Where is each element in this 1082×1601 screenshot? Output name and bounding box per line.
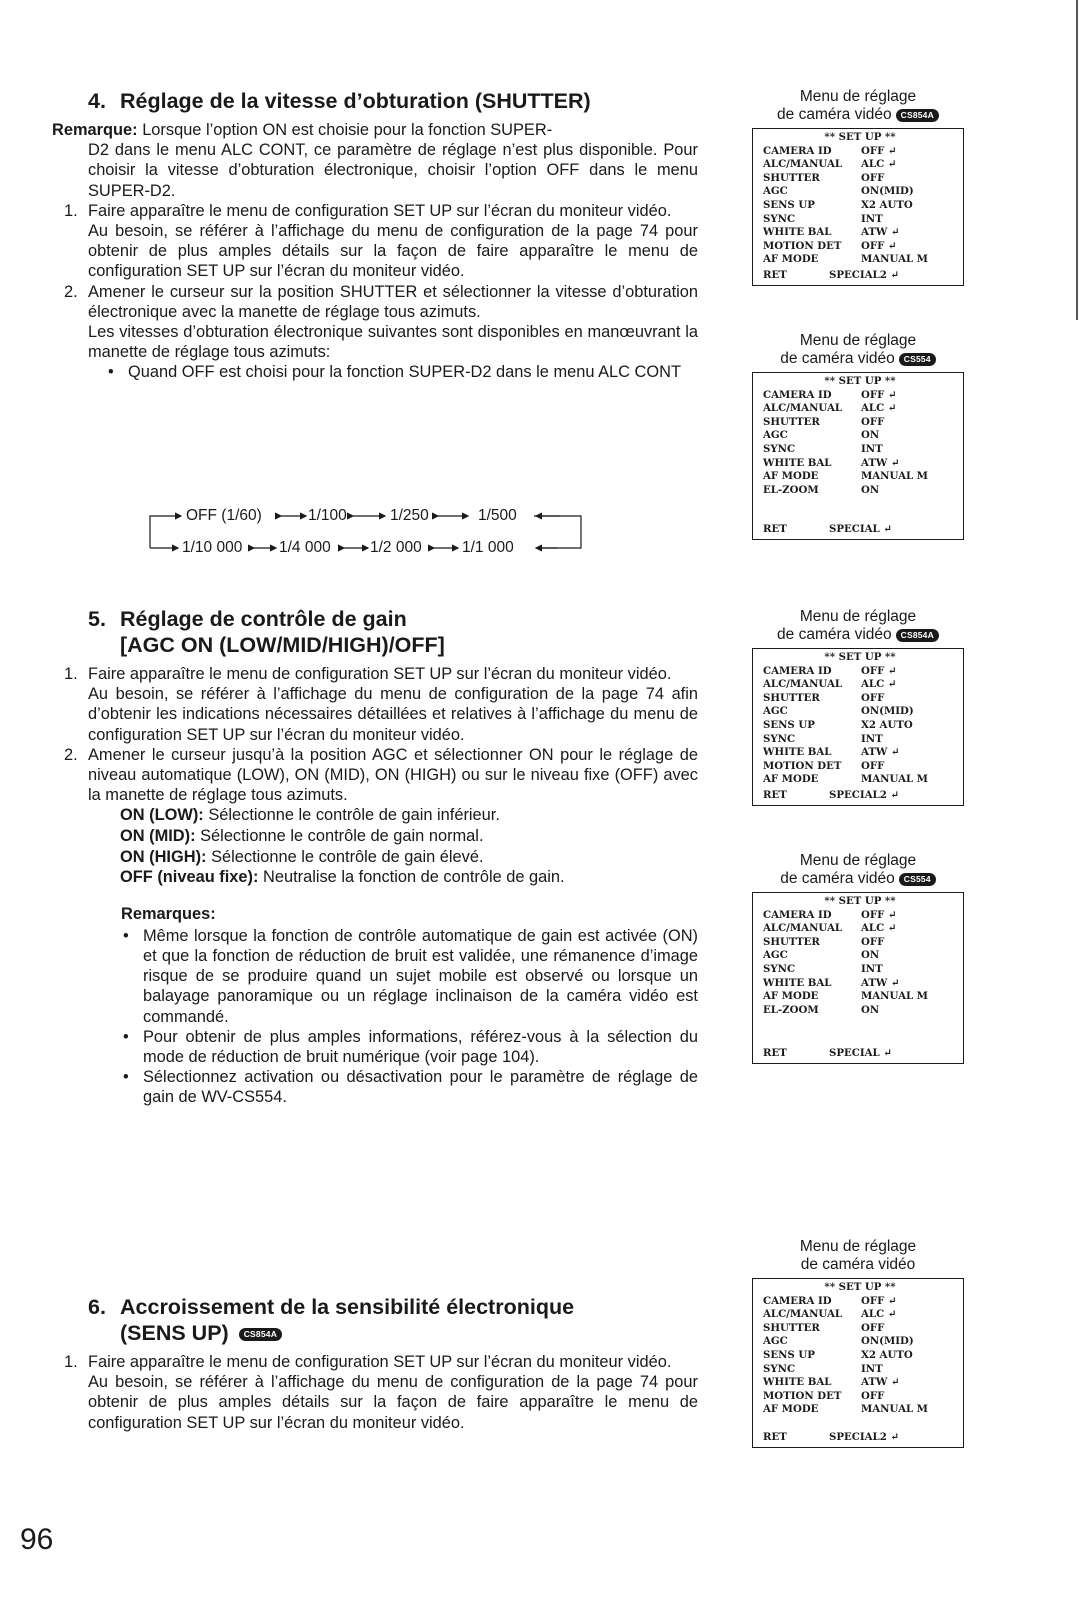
- gain-level-label: OFF (niveau fixe):: [120, 868, 259, 887]
- menu-value: OFF: [861, 759, 885, 772]
- menu-special: SPECIAL ↵: [829, 523, 892, 536]
- menu-value: ATW ↵: [861, 746, 900, 759]
- section-shutter: [52, 88, 698, 383]
- camera-menu-block: [752, 332, 964, 540]
- remarks-title: Remarques:: [121, 904, 216, 923]
- step-number: 2.: [64, 745, 78, 764]
- menu-item: AGC: [763, 1335, 788, 1348]
- menu-value: ON(MID): [861, 185, 914, 198]
- menu-value: X2 AUTO: [861, 198, 913, 211]
- menu-row: [763, 389, 957, 403]
- menu-item: AGC: [763, 705, 788, 718]
- camera-menu-block: [752, 88, 964, 286]
- menu-value: INT: [861, 442, 883, 455]
- menu-item: EL-ZOOM: [763, 1003, 819, 1016]
- bullet-text: Quand OFF est choisi pour la fonction SUPER-D2 dans le menu ALC CONT: [128, 363, 681, 382]
- menu-item: SHUTTER: [763, 691, 820, 704]
- menu-caption: de caméra vidéo: [800, 1256, 916, 1273]
- menu-item: ALC/MANUAL: [763, 922, 843, 935]
- menu-row: [763, 909, 957, 923]
- step-number: 1.: [64, 201, 78, 220]
- menu-item: SYNC: [763, 732, 796, 745]
- menu-caption: de caméra vidéo: [780, 350, 895, 367]
- menu-value: MANUAL M: [861, 253, 928, 266]
- menu-item: SHUTTER: [763, 415, 820, 428]
- gain-level-text: Sélectionne le contrôle de gain normal.: [200, 827, 484, 846]
- section-heading: [88, 88, 698, 114]
- remarks-list: [88, 926, 698, 1108]
- menu-value: INT: [861, 962, 883, 975]
- menu-value: MANUAL M: [861, 1403, 928, 1416]
- section-title: Réglage de contrôle de gain: [120, 607, 407, 631]
- menu-caption: de caméra vidéo: [780, 870, 895, 887]
- menu-row: [763, 416, 957, 430]
- menu-row: [763, 253, 957, 267]
- menu-title: ** SET UP **: [824, 1281, 896, 1293]
- menu-value: MANUAL M: [861, 470, 928, 483]
- menu-row: [763, 963, 957, 977]
- menu-value: X2 AUTO: [861, 718, 913, 731]
- menu-value: INT: [861, 1362, 883, 1375]
- remark-text-first: Lorsque l’option ON est choisie pour la fonction SUPER-: [142, 121, 553, 139]
- menu-item: AF MODE: [763, 253, 819, 266]
- menu-item: AF MODE: [763, 773, 819, 786]
- menu-caption: Menu de réglage: [799, 608, 917, 625]
- menu-value: ALC ↵: [861, 1308, 897, 1321]
- menu-row: [763, 1335, 957, 1349]
- setup-menu-screen: [752, 892, 964, 1064]
- menu-value: OFF ↵: [861, 144, 897, 157]
- section-title: [AGC ON (LOW/MID/HIGH)/OFF]: [120, 633, 445, 657]
- menu-value: OFF ↵: [861, 664, 897, 677]
- step-text: Amener le curseur sur la position SHUTTER et sélectionner la vitesse d’obturation électronique avec la manette de réglage tous azimuts.: [88, 282, 698, 321]
- menu-item: SYNC: [763, 442, 796, 455]
- bullet-item: [121, 1027, 698, 1067]
- menu-item: CAMERA ID: [763, 664, 832, 677]
- section-number: 6.: [88, 1295, 106, 1319]
- menu-row: [763, 990, 957, 1004]
- menu-item: SHUTTER: [763, 1321, 820, 1334]
- menu-value: OFF ↵: [861, 388, 897, 401]
- step-text: Au besoin, se référer à l’affichage du menu de configuration de la page 74 afin d’obtenir les indications nécessaires détaillées et relatives à l’affichage du menu de configuration SET UP sur l’écran du moniteur vidéo.: [88, 685, 698, 744]
- bullet-dot: •: [123, 1068, 129, 1087]
- menu-footer: [763, 269, 899, 283]
- menu-item: ALC/MANUAL: [763, 678, 843, 691]
- menu-footer: [763, 789, 899, 803]
- menu-value: MANUAL M: [861, 773, 928, 786]
- menu-item: WHITE BAL: [763, 976, 832, 989]
- menu-value: OFF: [861, 415, 885, 428]
- bullet-dot: •: [123, 926, 129, 945]
- shutter-speed-label: 1/2 000: [370, 539, 422, 556]
- menu-ret: RET: [763, 1431, 787, 1444]
- menu-item: WHITE BAL: [763, 1376, 832, 1389]
- menu-row: [763, 949, 957, 963]
- remark-label: Remarque:: [52, 121, 138, 139]
- camera-menu-block: [752, 1238, 964, 1448]
- menu-title: ** SET UP **: [824, 131, 896, 143]
- step-number: 1.: [64, 665, 78, 683]
- menu-item: SENS UP: [763, 1348, 815, 1361]
- step-number: 2.: [64, 282, 78, 301]
- menu-value: ON: [861, 1003, 880, 1016]
- shutter-speed-label: 1/1 000: [462, 539, 514, 556]
- menu-row: [763, 213, 957, 227]
- menu-value: ATW ↵: [861, 456, 900, 469]
- menu-row: [763, 1363, 957, 1377]
- menu-item: SHUTTER: [763, 171, 820, 184]
- shutter-speed-label: 1/100: [308, 507, 347, 524]
- menu-row: [763, 705, 957, 719]
- menu-row: [763, 429, 957, 443]
- menu-value: ON: [861, 429, 880, 442]
- section-heading: [88, 606, 698, 658]
- menu-row: [763, 760, 957, 774]
- step-text: Amener le curseur jusqu’à la position AGC et sélectionner ON pour le réglage de niveau automatique (LOW), ON (MID), ON (HIGH) ou sur le niveau fixe (OFF) avec la manette de réglage tous azimuts.: [88, 745, 698, 805]
- bullet-item: [106, 362, 698, 382]
- menu-row: [763, 922, 957, 936]
- shutter-speed-label: OFF (1/60): [186, 507, 262, 524]
- setup-menu-screen: [752, 1278, 964, 1448]
- menu-value: OFF: [861, 171, 885, 184]
- gain-level: [87, 826, 698, 847]
- step-text: Faire apparaître le menu de configuration SET UP sur l’écran du moniteur vidéo.: [88, 665, 672, 683]
- menu-row: [763, 185, 957, 199]
- section-title: Réglage de la vitesse d’obturation (SHUTTER): [120, 89, 591, 113]
- shutter-speed-label: 1/500: [478, 507, 517, 524]
- menu-value: OFF: [861, 691, 885, 704]
- menu-caption: de caméra vidéo: [777, 106, 892, 123]
- menu-caption: de caméra vidéo: [777, 626, 892, 643]
- section-heading: [88, 1294, 698, 1346]
- step-text: Faire apparaître le menu de configuration SET UP sur l’écran du moniteur vidéo.: [88, 201, 672, 220]
- page-edge-line: [1076, 0, 1078, 320]
- section-gain-control: [64, 606, 698, 1108]
- menu-value: OFF ↵: [861, 908, 897, 921]
- menu-value: ATW ↵: [861, 226, 900, 239]
- gain-levels: [87, 805, 698, 887]
- menu-caption: Menu de réglage: [799, 1238, 917, 1255]
- menu-item: WHITE BAL: [763, 746, 832, 759]
- step-text: Faire apparaître le menu de configuration SET UP sur l’écran du moniteur vidéo.: [88, 1353, 672, 1371]
- menu-row: [763, 1403, 957, 1417]
- menu-item: AGC: [763, 949, 788, 962]
- bullet-text: Pour obtenir de plus amples informations, référez-vous à la sélection du mode de réduction de bruit numérique (voir page 104).: [143, 1027, 698, 1067]
- menu-row: [763, 936, 957, 950]
- menu-item: AF MODE: [763, 470, 819, 483]
- menu-item: MOTION DET: [763, 759, 842, 772]
- menu-row: [763, 443, 957, 457]
- menu-value: ALC ↵: [861, 922, 897, 935]
- menu-ret: RET: [763, 789, 787, 802]
- menu-title: ** SET UP **: [824, 651, 896, 663]
- gain-level-text: Sélectionne le contrôle de gain élevé.: [211, 847, 484, 866]
- menu-row: [763, 746, 957, 760]
- menu-item: MOTION DET: [763, 1389, 842, 1402]
- menu-item: ALC/MANUAL: [763, 402, 843, 415]
- menu-item: ALC/MANUAL: [763, 1308, 843, 1321]
- step: [64, 745, 698, 806]
- shutter-speed-label: 1/10 000: [182, 539, 243, 556]
- step-text: Au besoin, se référer à l’affichage du menu de configuration de la page 74 pour obtenir de plus amples détails sur la façon de faire apparaître le menu de configuration SET UP sur l’écran du moniteur vidéo.: [88, 1373, 698, 1432]
- menu-value: OFF: [861, 1321, 885, 1334]
- bullet-dot: •: [123, 1027, 129, 1046]
- remark: [52, 120, 698, 201]
- menu-item: CAMERA ID: [763, 388, 832, 401]
- menu-item: SENS UP: [763, 198, 815, 211]
- menu-item: ALC/MANUAL: [763, 158, 843, 171]
- menu-item: MOTION DET: [763, 239, 842, 252]
- menu-item: SHUTTER: [763, 935, 820, 948]
- page-number: 96: [20, 1523, 54, 1556]
- menu-row: [763, 484, 957, 498]
- menu-item: SYNC: [763, 962, 796, 975]
- menu-item: SYNC: [763, 212, 796, 225]
- menu-special: SPECIAL2 ↵: [829, 789, 899, 802]
- menu-item: CAMERA ID: [763, 1294, 832, 1307]
- section-title: Accroissement de la sensibilité électronique: [120, 1295, 575, 1319]
- menu-special: SPECIAL2 ↵: [829, 269, 899, 282]
- menu-row: [763, 719, 957, 733]
- menu-row: [763, 172, 957, 186]
- menu-row: [763, 145, 957, 159]
- menu-value: INT: [861, 212, 883, 225]
- menu-row: [763, 1295, 957, 1309]
- menu-item: CAMERA ID: [763, 908, 832, 921]
- remark-text: D2 dans le menu ALC CONT, ce paramètre de réglage n’est plus disponible. Pour choisir la vitesse d’obturation électronique, choisir l’option OFF dans le menu SUPER-D2.: [88, 141, 698, 200]
- gain-level: [87, 847, 698, 868]
- step: [64, 282, 698, 383]
- bullet-text: Même lorsque la fonction de contrôle automatique de gain est activée (ON) et que la fonction de réduction de bruit est validée, une rémanence d’image risque de se produire quand un sujet mobile est observé ou lorsque un balayage panoramique ou un réglage inclinaison de la caméra vidéo est commandé.: [143, 926, 698, 1026]
- menu-row: [763, 692, 957, 706]
- menu-row: [763, 1322, 957, 1336]
- menu-item: SENS UP: [763, 718, 815, 731]
- step: [64, 201, 698, 282]
- menu-row: [763, 240, 957, 254]
- gain-level-label: ON (MID):: [120, 827, 196, 846]
- camera-menu-block: [752, 852, 964, 1064]
- menu-special: SPECIAL ↵: [829, 1047, 892, 1060]
- menu-caption: Menu de réglage: [799, 88, 917, 105]
- menu-value: MANUAL M: [861, 990, 928, 1003]
- menu-value: ATW ↵: [861, 1376, 900, 1389]
- menu-value: ALC ↵: [861, 158, 897, 171]
- menu-value: ALC ↵: [861, 402, 897, 415]
- menu-row: [763, 977, 957, 991]
- model-badge: CS854A: [239, 1328, 282, 1341]
- menu-value: OFF ↵: [861, 239, 897, 252]
- step-number: 1.: [64, 1353, 78, 1371]
- section-sens-up: [64, 1294, 698, 1433]
- bullet-dot: •: [108, 363, 114, 382]
- menu-row: [763, 678, 957, 692]
- menu-value: ON(MID): [861, 1335, 914, 1348]
- menu-value: OFF ↵: [861, 1294, 897, 1307]
- section-number: 4.: [88, 89, 106, 113]
- menu-caption: Menu de réglage: [799, 852, 917, 869]
- menu-row: [763, 457, 957, 471]
- gain-level: [87, 867, 698, 888]
- menu-footer: [763, 1431, 899, 1445]
- shutter-speed-label: 1/4 000: [279, 539, 331, 556]
- menu-item: AF MODE: [763, 990, 819, 1003]
- setup-menu-screen: [752, 648, 964, 806]
- menu-item: AGC: [763, 429, 788, 442]
- model-badge: CS554: [899, 873, 936, 886]
- menu-row: [763, 158, 957, 172]
- menu-value: ON: [861, 949, 880, 962]
- model-badge: CS554: [899, 353, 936, 366]
- shutter-speed-label: 1/250: [390, 507, 429, 524]
- menu-item: AGC: [763, 185, 788, 198]
- menu-row: [763, 199, 957, 213]
- section-title: (SENS UP): [120, 1321, 229, 1345]
- menu-row: [763, 402, 957, 416]
- menu-item: WHITE BAL: [763, 456, 832, 469]
- step: [64, 1352, 698, 1433]
- menu-row: [763, 665, 957, 679]
- gain-level: [87, 805, 698, 826]
- menu-footer: [763, 523, 892, 537]
- menu-item: AF MODE: [763, 1403, 819, 1416]
- menu-item: CAMERA ID: [763, 144, 832, 157]
- shutter-speed-cycle-diagram: [148, 504, 588, 564]
- bullet-item: [121, 1067, 698, 1107]
- menu-row: [763, 470, 957, 484]
- gain-level-text: Neutralise la fonction de contrôle de gain.: [263, 868, 565, 887]
- menu-row: [763, 1390, 957, 1404]
- menu-value: ON(MID): [861, 705, 914, 718]
- menu-ret: RET: [763, 269, 787, 282]
- menu-value: INT: [861, 732, 883, 745]
- menu-caption: Menu de réglage: [799, 332, 917, 349]
- model-badge: CS854A: [896, 629, 939, 642]
- menu-item: EL-ZOOM: [763, 483, 819, 496]
- setup-menu-screen: [752, 128, 964, 286]
- menu-row: [763, 773, 957, 787]
- menu-value: ON: [861, 483, 880, 496]
- menu-ret: RET: [763, 1047, 787, 1060]
- menu-row: [763, 1349, 957, 1363]
- menu-ret: RET: [763, 523, 787, 536]
- bullet-item: [121, 926, 698, 1027]
- menu-row: [763, 1376, 957, 1390]
- bullet-text: Sélectionnez activation ou désactivation pour le paramètre de réglage de gain de WV-CS554.: [143, 1068, 698, 1107]
- menu-value: ALC ↵: [861, 678, 897, 691]
- menu-row: [763, 1004, 957, 1018]
- camera-menu-block: [752, 608, 964, 806]
- setup-menu-screen: [752, 372, 964, 540]
- menu-value: ATW ↵: [861, 976, 900, 989]
- menu-title: ** SET UP **: [824, 895, 896, 907]
- menu-value: OFF: [861, 1389, 885, 1402]
- gain-level-text: Sélectionne le contrôle de gain inférieur.: [208, 806, 500, 825]
- menu-title: ** SET UP **: [824, 375, 896, 387]
- menu-value: X2 AUTO: [861, 1348, 913, 1361]
- menu-special: SPECIAL2 ↵: [829, 1431, 899, 1444]
- model-badge: CS854A: [896, 109, 939, 122]
- step: [64, 664, 698, 745]
- menu-row: [763, 1308, 957, 1322]
- step-text: Au besoin, se référer à l’affichage du menu de configuration de la page 74 pour obtenir de plus amples détails sur la façon de faire apparaître le menu de configuration SET UP sur l’écran du moniteur vidéo.: [88, 222, 698, 281]
- menu-item: SYNC: [763, 1362, 796, 1375]
- section-number: 5.: [88, 607, 106, 631]
- menu-value: OFF: [861, 935, 885, 948]
- menu-footer: [763, 1047, 892, 1061]
- step-text: Les vitesses d’obturation électronique suivantes sont disponibles en manœuvrant la manette de réglage tous azimuts:: [88, 323, 698, 362]
- menu-row: [763, 733, 957, 747]
- gain-level-label: ON (HIGH):: [120, 847, 207, 866]
- gain-level-label: ON (LOW):: [120, 806, 204, 825]
- menu-item: WHITE BAL: [763, 226, 832, 239]
- menu-row: [763, 226, 957, 240]
